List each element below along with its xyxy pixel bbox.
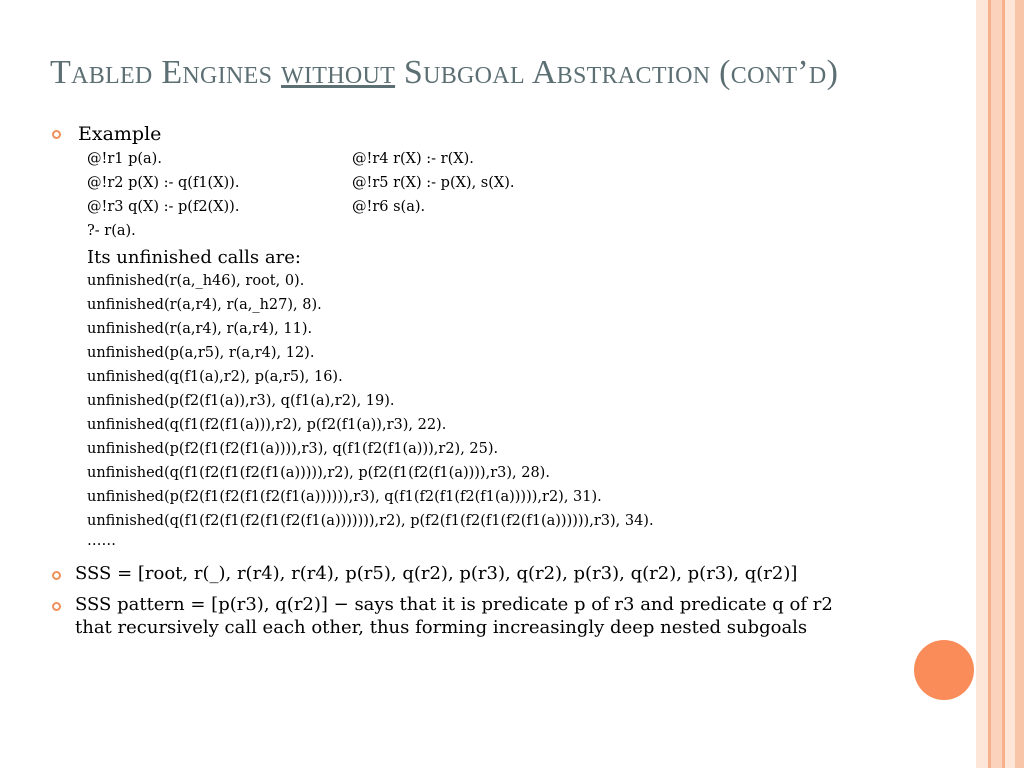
unfinished-line: unfinished(q(f1(f2(f1(f2(f1(f2(f1(a))))))),r2), p(f2(f1(f2(f1(f2(f1(a)))))),r3), 34). <box>87 513 654 529</box>
bullet-icon <box>52 571 61 580</box>
rule-r6: @!r6 s(a). <box>352 199 426 215</box>
unfinished-line: unfinished(r(a,_h46), root, 0). <box>87 273 305 289</box>
sss-pattern-line-2: that recursively call each other, thus forming increasingly deep nested subgoals <box>75 617 808 638</box>
rule-r2: @!r2 p(X) :- q(f1(X)). <box>87 175 240 191</box>
sss-line: SSS = [root, r(_), r(r4), r(r4), p(r5), q(r2), p(r3), q(r2), p(r3), q(r2), p(r3), q(r2)] <box>75 563 798 584</box>
title-part-2: without <box>281 54 396 91</box>
unfinished-line: unfinished(p(f2(f1(a)),r3), q(f1(a),r2), 19). <box>87 393 395 409</box>
sss-pattern-line-1: SSS pattern = [p(r3), q(r2)] − says that it is predicate p of r3 and predicate q of r2 <box>75 594 833 615</box>
rule-r4: @!r4 r(X) :- r(X). <box>352 151 474 167</box>
unfinished-line: unfinished(p(f2(f1(f2(f1(a)))),r3), q(f1(f2(f1(a))),r2), 25). <box>87 441 499 457</box>
decorative-circle <box>914 640 974 700</box>
query: ?- r(a). <box>87 223 136 239</box>
slide-title <box>50 54 838 92</box>
example-label: Example <box>78 123 162 145</box>
unfinished-line: unfinished(p(a,r5), r(a,r4), 12). <box>87 345 315 361</box>
rule-r5: @!r5 r(X) :- p(X), s(X). <box>352 175 515 191</box>
unfinished-line: unfinished(q(f1(f2(f1(f2(f1(a))))),r2), p(f2(f1(f2(f1(a)))),r3), 28). <box>87 465 550 481</box>
decorative-stripes <box>976 0 1024 768</box>
rule-r3: @!r3 q(X) :- p(f2(X)). <box>87 199 240 215</box>
bullet-icon <box>52 602 61 611</box>
title-part-3: Subgoal Abstraction (cont’d) <box>395 54 839 91</box>
bullet-icon <box>52 130 61 139</box>
unfinished-line: unfinished(r(a,r4), r(a,_h27), 8). <box>87 297 322 313</box>
title-part-1: Tabled Engines <box>50 54 282 91</box>
unfinished-line: unfinished(r(a,r4), r(a,r4), 11). <box>87 321 313 337</box>
unfinished-line: unfinished(q(f1(a),r2), p(a,r5), 16). <box>87 369 343 385</box>
ellipsis: …… <box>87 533 116 549</box>
unfinished-heading: Its unfinished calls are: <box>87 247 301 268</box>
rule-r1: @!r1 p(a). <box>87 151 162 167</box>
unfinished-line: unfinished(p(f2(f1(f2(f1(f2(f1(a)))))),r3), q(f1(f2(f1(f2(f1(a))))),r2), 31). <box>87 489 602 505</box>
unfinished-line: unfinished(q(f1(f2(f1(a))),r2), p(f2(f1(a)),r3), 22). <box>87 417 447 433</box>
